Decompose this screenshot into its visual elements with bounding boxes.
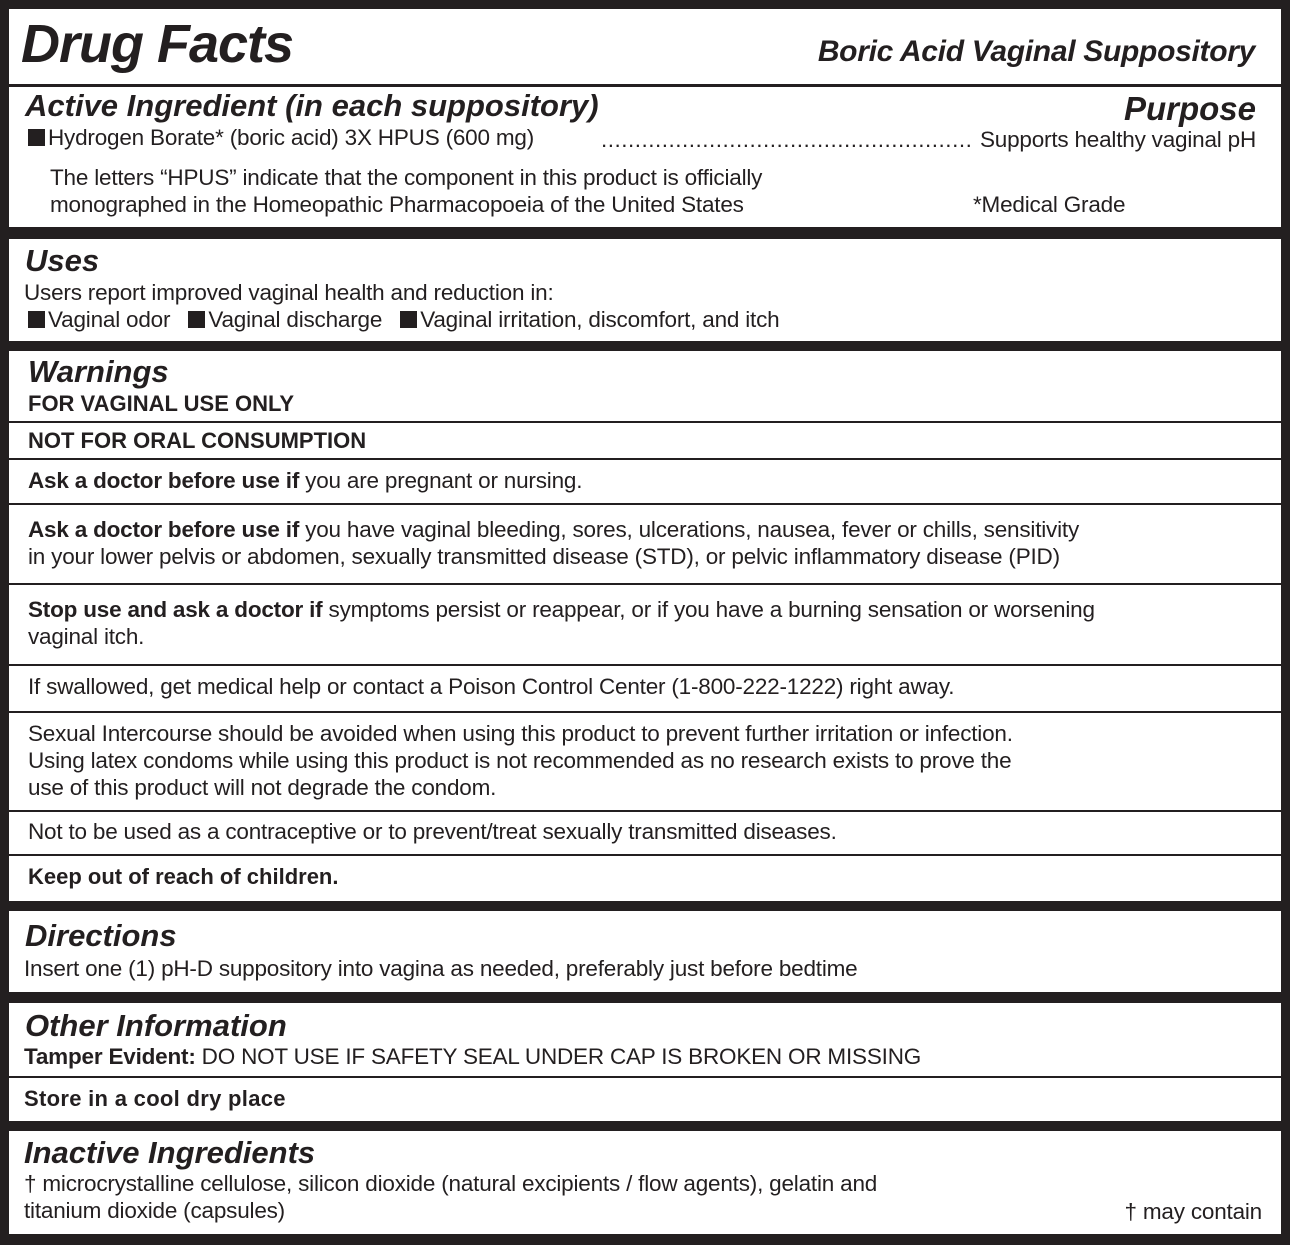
inactive-ingredients-heading: Inactive Ingredients xyxy=(24,1135,316,1170)
bullet-square-icon xyxy=(400,311,417,328)
leader-dots: ....................................................... xyxy=(601,127,973,152)
uses-item: Vaginal discharge xyxy=(208,307,383,332)
warnings-heading: Warnings xyxy=(28,354,169,389)
warning-conditions-line1: Ask a doctor before use if you have vaginal bleeding, sores, ulcerations, nausea, fever or chills, sensitivity xyxy=(28,517,1079,542)
inactive-ingredients-line2: titanium dioxide (capsules) xyxy=(24,1198,285,1223)
uses-item: Vaginal odor xyxy=(48,307,171,332)
tamper-evident: Tamper Evident: DO NOT USE IF SAFETY SEAL UNDER CAP IS BROKEN OR MISSING xyxy=(24,1044,922,1069)
divider xyxy=(9,503,1281,505)
divider xyxy=(9,583,1281,585)
warning-swallowed: If swallowed, get medical help or contact a Poison Control Center (1-800-222-1222) right away. xyxy=(28,674,955,699)
bullet-square-icon xyxy=(28,129,45,146)
vaginal-use-only: FOR VAGINAL USE ONLY xyxy=(28,391,295,416)
not-for-oral: NOT FOR ORAL CONSUMPTION xyxy=(28,428,367,453)
purpose-heading: Purpose xyxy=(1123,90,1256,127)
uses-heading: Uses xyxy=(25,243,100,278)
other-information-heading: Other Information xyxy=(25,1008,287,1043)
bullet-square-icon xyxy=(28,311,45,328)
storage-instructions: Store in a cool dry place xyxy=(24,1086,286,1111)
warning-stop-line1: Stop use and ask a doctor if symptoms persist or reappear, or if you have a burning sensation or worsening xyxy=(28,597,1095,622)
divider xyxy=(9,458,1281,460)
divider xyxy=(9,854,1281,856)
directions-heading: Directions xyxy=(25,918,177,953)
medical-grade-footnote: *Medical Grade xyxy=(973,192,1126,217)
hpus-note-line2: monographed in the Homeopathic Pharmacopoeia of the United States xyxy=(50,192,744,217)
active-ingredient-heading: Active Ingredient (in each suppository) xyxy=(25,88,599,123)
may-contain-footnote: † may contain xyxy=(1124,1199,1262,1224)
drug-facts-title: Drug Facts xyxy=(21,14,294,74)
uses-intro: Users report improved vaginal health and reduction in: xyxy=(24,280,554,305)
purpose-text: Supports healthy vaginal pH xyxy=(979,127,1256,152)
uses-item: Vaginal irritation, discomfort, and itch xyxy=(420,307,780,332)
divider xyxy=(9,664,1281,666)
ingredient-name: Hydrogen Borate* (boric acid) 3X HPUS (600 mg) xyxy=(48,125,535,150)
inactive-ingredients-line1: † microcrystalline cellulose, silicon dioxide (natural excipients / flow agents), gelatin and xyxy=(24,1171,878,1196)
product-name: Boric Acid Vaginal Suppository xyxy=(817,35,1255,68)
hpus-note-line1: The letters “HPUS” indicate that the component in this product is officially xyxy=(50,165,763,190)
warning-stop-line2: vaginal itch. xyxy=(28,624,145,649)
active-ingredient-row xyxy=(28,125,534,151)
bullet-square-icon xyxy=(188,311,205,328)
warning-pregnant: Ask a doctor before use if you are pregnant or nursing. xyxy=(28,468,583,493)
directions-text: Insert one (1) pH-D suppository into vagina as needed, preferably just before bedtime xyxy=(24,956,858,981)
warning-conditions-line2: in your lower pelvis or abdomen, sexually transmitted disease (STD), or pelvic inflammatory disease (PID) xyxy=(28,544,1060,569)
warning-contraceptive: Not to be used as a contraceptive or to prevent/treat sexually transmitted diseases. xyxy=(28,819,837,844)
divider xyxy=(9,810,1281,812)
warning-intercourse-line1: Sexual Intercourse should be avoided when using this product to prevent further irritation or infection. xyxy=(28,721,1013,746)
divider xyxy=(9,84,1281,87)
divider xyxy=(9,421,1281,423)
keep-out-of-reach: Keep out of reach of children. xyxy=(28,864,339,889)
warning-intercourse-line2: Using latex condoms while using this product is not recommended as no research exists to prove the xyxy=(28,748,1012,773)
warning-intercourse-line3: use of this product will not degrade the condom. xyxy=(28,775,497,800)
uses-list xyxy=(28,307,779,333)
divider xyxy=(9,711,1281,713)
divider xyxy=(9,1076,1281,1078)
